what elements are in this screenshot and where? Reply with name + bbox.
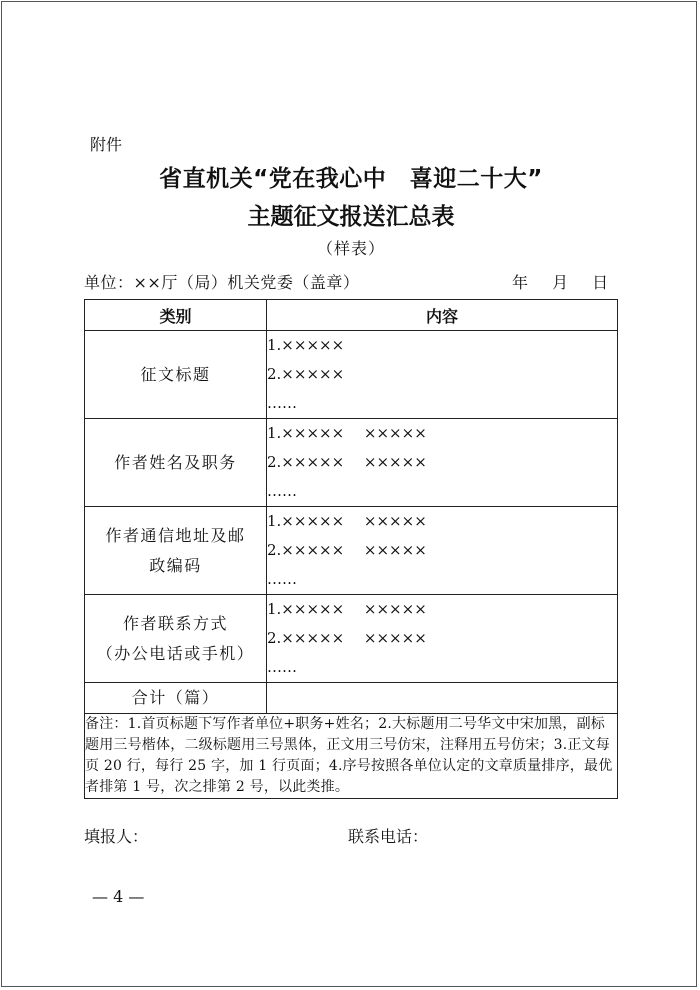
table-row [85,331,618,419]
page-number: — 4 — [92,887,145,906]
note-text: 备注：1.首页标题下写作者单位+职务+姓名；2.大标题用二号华文中宋加黑，副标题用三号楷体，二级标题用三号黑体，正文用三号仿宋，注释用五号仿宋；3.正文每页 20 行，每行 25 字，加 1 行页面；4.序号按照各单位认定的文章质量排序，最优者排第 1 号，次之排第 2 号，以此类推。 [85,714,618,799]
attachment-label: 附件 [90,135,123,154]
content-line: 2.××××× [267,365,345,383]
content-line: 2.××××× ××××× [267,629,427,647]
content-line: 1.××××× ××××× [267,600,427,618]
row-category: 征文标题 [85,331,267,419]
filler-label: 填报人： [84,827,149,846]
table-row [85,419,618,507]
document-page [1,1,697,987]
content-line: 2.××××× ××××× [267,541,427,559]
row-category: 作者联系方式 （办公电话或手机） [85,595,267,683]
phone-label: 联系电话： [348,827,429,846]
table-row [85,507,618,595]
content-line: …… [267,570,297,588]
table-row [85,595,618,683]
summary-table [84,299,618,799]
content-line: 2.××××× ××××× [267,453,427,471]
content-line: 1.××××× ××××× [267,424,427,442]
content-line: …… [267,482,297,500]
row-content [267,507,618,595]
row-content [267,419,618,507]
content-line: …… [267,394,297,412]
total-row [85,683,618,714]
main-title: 省直机关“党在我心中 喜迎二十大” [159,166,543,192]
unit-line: 单位：××厅（局）机关党委（盖章） [84,273,360,292]
total-value [267,683,618,714]
content-line: 1.××××× [267,336,345,354]
total-label: 合计（篇） [85,683,267,714]
table-header-row [85,300,618,331]
row-content [267,595,618,683]
row-category: 作者姓名及职务 [85,419,267,507]
sub-title: 主题征文报送汇总表 [247,204,455,230]
note-row [85,714,618,799]
content-line: …… [267,658,297,676]
content-line: 1.××××× ××××× [267,512,427,530]
header-content: 内容 [267,300,618,331]
row-category: 作者通信地址及邮 政编码 [85,507,267,595]
sample-label: （样表） [316,239,385,258]
row-content [267,331,618,419]
date-line: 年 月 日 [512,273,610,292]
header-category: 类别 [85,300,267,331]
